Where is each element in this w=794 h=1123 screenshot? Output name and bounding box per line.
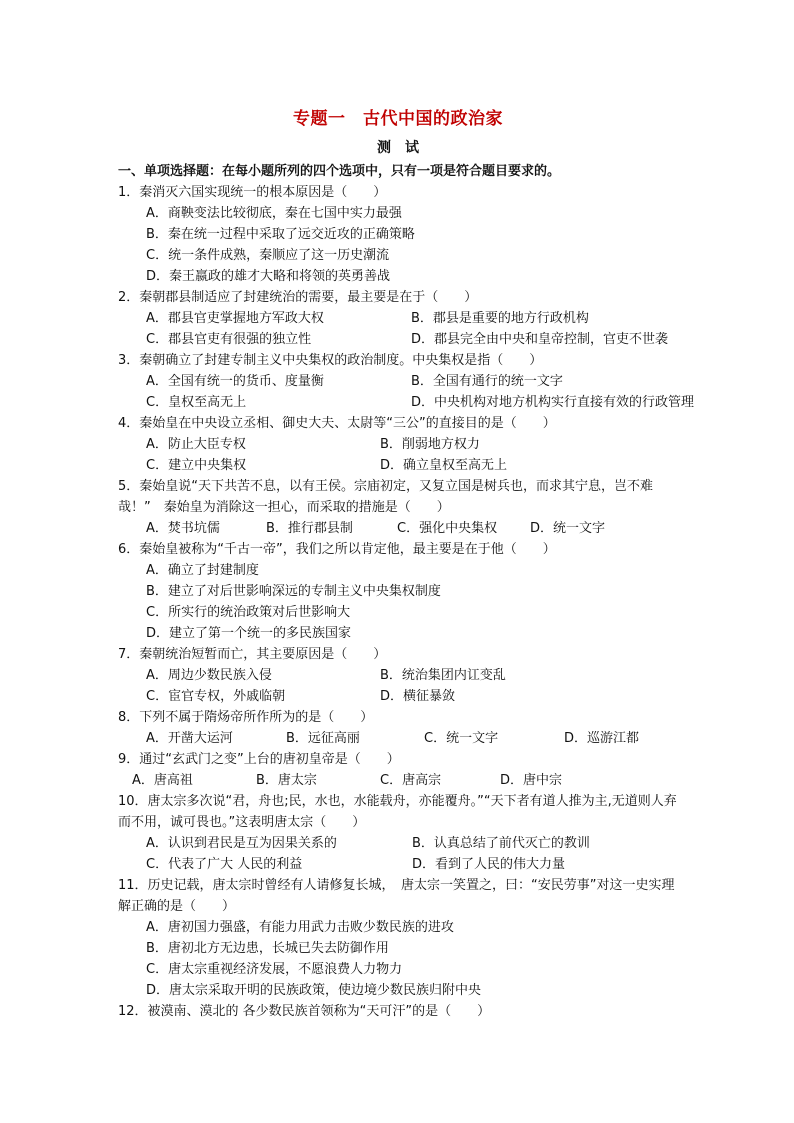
option-c: C．郡县官吏有很强的独立性 [146, 332, 312, 347]
option-b: B．全国有通行的统一文字 [411, 374, 563, 389]
option-a: A．唐高祖 [132, 773, 193, 788]
option-a: A．开凿大运河 [146, 731, 233, 746]
option-d: D．确立皇权至高无上 [380, 458, 508, 473]
option-d: D．巡游江都 [564, 731, 640, 746]
option-d: D．唐太宗采取开明的民族政策，使边境少数民族归附中央 [146, 983, 482, 998]
option-d: D．看到了人民的伟大力量 [412, 857, 566, 872]
option-c: C．皇权至高无上 [146, 395, 247, 410]
option-c: C．统一文字 [424, 731, 499, 746]
section-heading: 一、单项选择题：在每小题所列的四个选项中，只有一项是符合题目要求的。 [118, 164, 561, 179]
option-c: C．宦官专权，外戚临朝 [146, 689, 286, 704]
option-c: C．建立中央集权 [146, 458, 247, 473]
option-a: A．唐初国力强盛，有能力用武力击败少数民族的进攻 [146, 920, 454, 935]
question-4 [118, 413, 678, 476]
question-stem: 8．下列不属于隋炀帝所作所为的是（ ） [118, 710, 374, 725]
option-a: A．焚书坑儒 [146, 521, 220, 536]
option-a: A．认识到君民是互为因果关系的 [146, 836, 337, 851]
option-c: C．强化中央集权 [397, 521, 498, 536]
option-a: A．商鞅变法比较彻底，秦在七国中实力最强 [146, 206, 402, 221]
exam-page [118, 104, 695, 1022]
option-c: C．唐太宗重视经济发展，不愿浪费人力物力 [146, 962, 403, 977]
question-11 [118, 875, 678, 1001]
option-d: D．唐中宗 [500, 773, 563, 788]
question-stem: 10．唐太宗多次说“君，舟也;民，水也，水能载舟，亦能覆舟。”“天下者有道人推为主,无道则人弃而不用，诚可畏也。”这表明唐太宗（ ） [118, 794, 677, 830]
option-d: D．郡县完全由中央和皇帝控制，官吏不世袭 [411, 332, 669, 347]
question-6 [118, 539, 678, 644]
option-b: B．唐初北方无边患，长城已失去防御作用 [146, 941, 389, 956]
question-12 [118, 1001, 678, 1022]
question-stem: 11．历史记载，唐太宗时曾经有人请修复长城， 唐太宗一笑置之，曰：“安民劳事”对这一史实理解正确的是（ ） [118, 878, 675, 914]
option-a: A．周边少数民族入侵 [146, 668, 272, 683]
option-d: D．统一文字 [530, 521, 606, 536]
option-c: C．所实行的统治政策对后世影响大 [146, 605, 351, 620]
option-b: B．郡县是重要的地方行政机构 [411, 311, 589, 326]
question-stem: 12．被漠南、漠北的 各少数民族首领称为“天可汗”的是（ ） [118, 1004, 491, 1019]
option-b: B．唐太宗 [256, 773, 317, 788]
option-a: A．全国有统一的货币、度量衡 [146, 374, 324, 389]
option-d: D．秦王嬴政的雄才大略和将领的英勇善战 [146, 269, 391, 284]
option-a: A．防止大臣专权 [146, 437, 246, 452]
question-5 [118, 476, 678, 539]
question-stem: 3．秦朝确立了封建专制主义中央集权的政治制度。中央集权是指（ ） [118, 353, 543, 368]
option-b: B．认真总结了前代灭亡的教训 [412, 836, 590, 851]
question-1 [118, 182, 678, 287]
option-d: D．建立了第一个统一的多民族国家 [146, 626, 352, 641]
question-10 [118, 791, 678, 875]
question-9 [118, 749, 678, 791]
option-c: C．唐高宗 [380, 773, 442, 788]
question-3 [118, 350, 695, 413]
page-title: 专题一 古代中国的政治家 [293, 109, 503, 129]
question-7 [118, 644, 678, 707]
question-stem: 7．秦朝统治短暂而亡，其主要原因是（ ） [118, 647, 387, 662]
option-a: A．确立了封建制度 [146, 563, 259, 578]
option-b: B．建立了对后世影响深远的专制主义中央集权制度 [146, 584, 441, 599]
question-2 [118, 287, 678, 350]
option-d: D．横征暴敛 [380, 689, 456, 704]
option-b: B．秦在统一过程中采取了远交近攻的正确策略 [146, 227, 415, 242]
question-stem: 4．秦始皇在中央设立丞相、御史大夫、太尉等“三公”的直接目的是（ ） [118, 416, 556, 431]
option-b: B．统治集团内讧变乱 [380, 668, 506, 683]
question-stem: 1．秦消灭六国实现统一的根本原因是（ ） [118, 185, 387, 200]
option-c: C．代表了广大 人民的利益 [146, 857, 303, 872]
question-stem: 2．秦朝郡县制适应了封建统治的需要，最主要是在于（ ） [118, 290, 478, 305]
question-stem: 6．秦始皇被称为“千古一帝”，我们之所以肯定他，最主要是在于他（ ） [118, 542, 556, 557]
option-c: C．统一条件成熟，秦顺应了这一历史潮流 [146, 248, 390, 263]
option-d: D．中央机构对地方机构实行直接有效的行政管理 [411, 395, 695, 410]
question-stem: 5．秦始皇说“天下共苦不息，以有王侯。宗庙初定，又复立国是树兵也，而求其宁息，岂不难哉！” 秦始皇为消除这一担心，而采取的措施是（ ） [118, 479, 654, 515]
option-b: B．推行郡县制 [266, 521, 353, 536]
option-a: A．郡县官吏掌握地方军政大权 [146, 311, 324, 326]
option-b: B．远征高丽 [286, 731, 360, 746]
option-b: B．削弱地方权力 [380, 437, 480, 452]
question-stem: 9．通过“玄武门之变”上台的唐初皇帝是（ ） [118, 752, 400, 767]
question-8 [118, 707, 678, 749]
page-subtitle: 测 试 [377, 140, 419, 156]
